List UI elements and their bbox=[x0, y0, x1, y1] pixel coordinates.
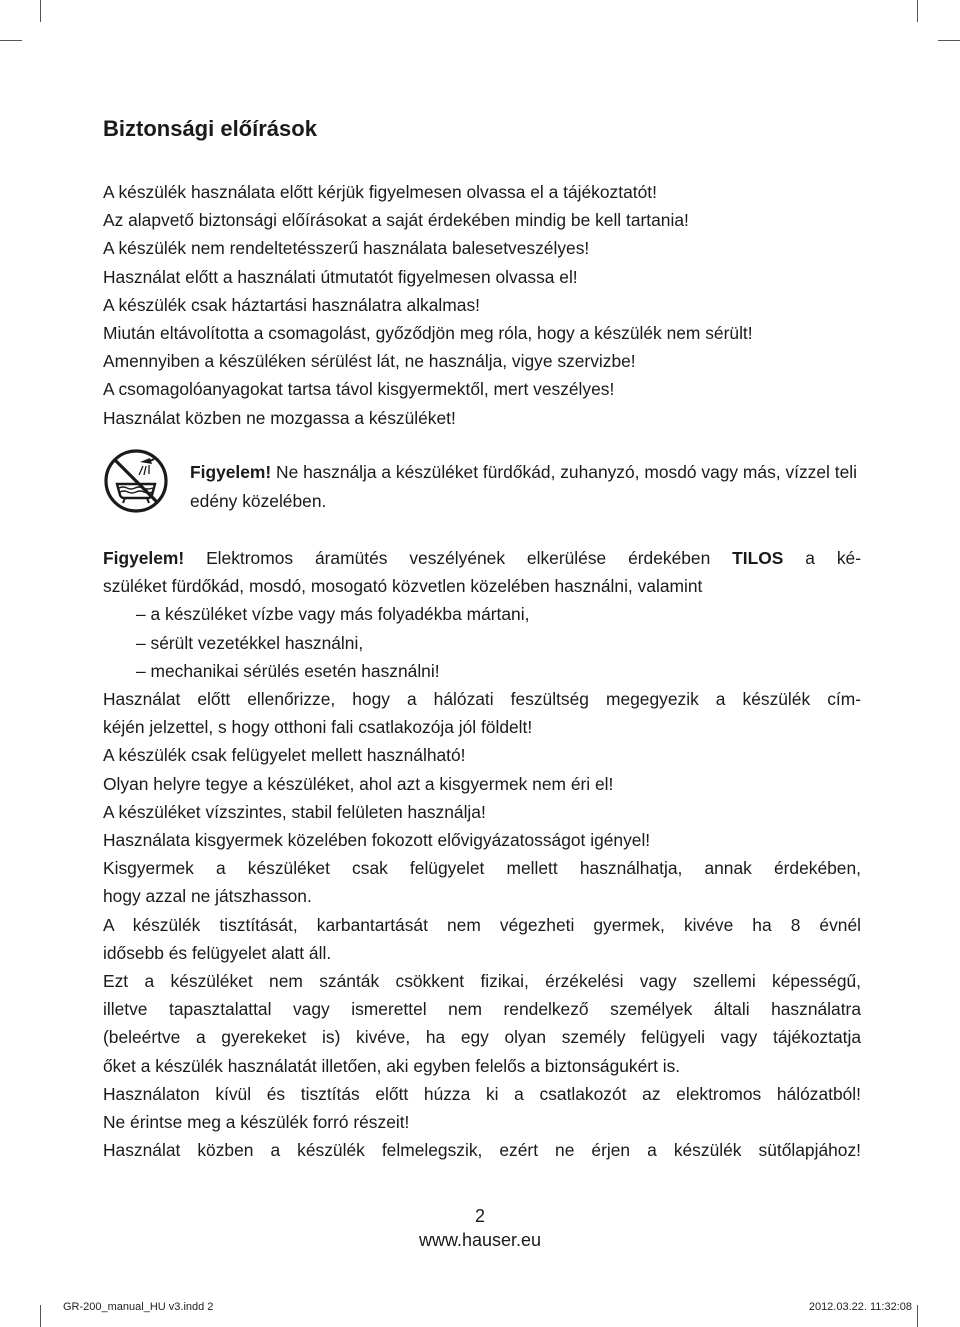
body-line: hogy azzal ne játszhasson. bbox=[103, 886, 312, 907]
bathtub-warning bbox=[103, 448, 883, 518]
body-line: illetve tapasztalattal vagy ismerettel nem rendelkező személyek általi használatra bbox=[103, 999, 861, 1020]
body-line: Használat előtt ellenőrizze, hogy a hálózati feszültség megegyezik a készülék cím- bbox=[103, 689, 861, 710]
intro-line: A készülék csak háztartási használatra alkalmas! bbox=[103, 294, 480, 315]
intro-line: A készülék használata előtt kérjük figyelmesen olvassa el a tájékoztatót! bbox=[103, 182, 657, 202]
electric-warning-line bbox=[103, 544, 861, 572]
body-line: Használat közben a készülék felmelegszik, ezért ne érjen a készülék sütőlapjához! bbox=[103, 1140, 861, 1161]
intro-line: Használat előtt a használati útmutatót figyelmesen olvassa el! bbox=[103, 266, 578, 287]
body-line: Használata kisgyermek közelében fokozott elővigyázatosságot igényel! bbox=[103, 830, 651, 851]
intro-line: Miután eltávolította a csomagolást, győződjön meg róla, hogy a készülék nem sérült! bbox=[103, 323, 753, 344]
body-line: A készüléket vízszintes, stabil felületen használja! bbox=[103, 801, 486, 822]
intro-line: A készülék nem rendeltetésszerű használata balesetveszélyes! bbox=[103, 238, 590, 259]
warning-text: Ne használja a készüléket fürdőkád, zuhanyzó, mosdó vagy más, vízzel teli edény közelében. bbox=[190, 462, 857, 511]
intro-block bbox=[103, 178, 883, 432]
body-line: Olyan helyre tegye a készüléket, ahol azt a kisgyermek nem éri el! bbox=[103, 773, 614, 794]
crop-mark-top-right bbox=[917, 0, 918, 22]
crop-mark-top-left bbox=[40, 0, 41, 22]
electric-warning-line: szüléket fürdőkád, mosdó, mosogató közvetlen közelében használni, valamint bbox=[103, 576, 703, 597]
body-line: Kisgyermek a készüléket csak felügyelet mellett használhatja, annak érdekében, bbox=[103, 858, 861, 879]
body-line: Ne érintse meg a készülék forró részeit! bbox=[103, 1112, 410, 1133]
body-line: (beleértve a gyerekeket is) kivéve, ha egy olyan személy felügyeli vagy tájékoztatja bbox=[103, 1027, 861, 1048]
body-line: A készülék csak felügyelet mellett használható! bbox=[103, 745, 466, 766]
intro-line: Az alapvető biztonsági előírásokat a saját érdekében mindig be kell tartania! bbox=[103, 210, 689, 231]
intro-line: Amennyiben a készüléken sérülést lát, ne használja, vigye szervizbe! bbox=[103, 351, 636, 372]
crop-mark-top-left-h bbox=[0, 40, 22, 41]
dash-item: – mechanikai sérülés esetén használni! bbox=[136, 660, 440, 681]
main-safety-block bbox=[103, 544, 861, 1164]
warning-label: Figyelem! bbox=[103, 548, 185, 568]
page-title: Biztonsági előírások bbox=[103, 116, 317, 141]
footer-file-info: GR-200_manual_HU v3.indd 2 bbox=[63, 1301, 214, 1313]
crop-mark-bottom-right bbox=[917, 1305, 918, 1327]
warning-text: Elektromos áramütés veszélyének elkerülése érdekében bbox=[184, 548, 733, 568]
body-line: Használaton kívül és tisztítás előtt húzza ki a csatlakozót az elektromos hálózatból! bbox=[103, 1083, 861, 1104]
warning-text: a ké- bbox=[783, 548, 862, 568]
body-line: idősebb és felügyelet alatt áll. bbox=[103, 942, 332, 963]
warning-label: Figyelem! bbox=[190, 462, 272, 482]
intro-line: Használat közben ne mozgassa a készüléket! bbox=[103, 407, 456, 428]
body-line: A készülék tisztítását, karbantartását nem végezheti gyermek, kivéve ha 8 évnél bbox=[103, 914, 861, 935]
no-bathtub-icon bbox=[103, 448, 169, 514]
intro-line: A csomagolóanyagokat tartsa távol kisgyermektől, mert veszélyes! bbox=[103, 379, 615, 400]
tilos-word: TILOS bbox=[732, 548, 784, 568]
website-url: www.hauser.eu bbox=[418, 1230, 542, 1250]
body-line: kéjén jelzettel, s hogy otthoni fali csatlakozója jól földelt! bbox=[103, 717, 533, 738]
crop-mark-top-right-h bbox=[938, 40, 960, 41]
dash-item: – sérült vezetékkel használni, bbox=[136, 632, 364, 653]
footer-timestamp: 2012.03.22. 11:32:08 bbox=[808, 1301, 912, 1313]
body-line: őket a készülék használatát illetően, aki egyben felelős a biztonságukért is. bbox=[103, 1055, 681, 1076]
dash-item: – a készüléket vízbe vagy más folyadékba mártani, bbox=[136, 604, 530, 625]
crop-mark-bottom-left bbox=[40, 1305, 41, 1327]
page-number: 2 bbox=[474, 1206, 485, 1226]
body-line: Ezt a készüléket nem szánták csökkent fizikai, érzékelési vagy szellemi képességű, bbox=[103, 971, 861, 992]
bathtub-warning-text bbox=[190, 458, 880, 516]
